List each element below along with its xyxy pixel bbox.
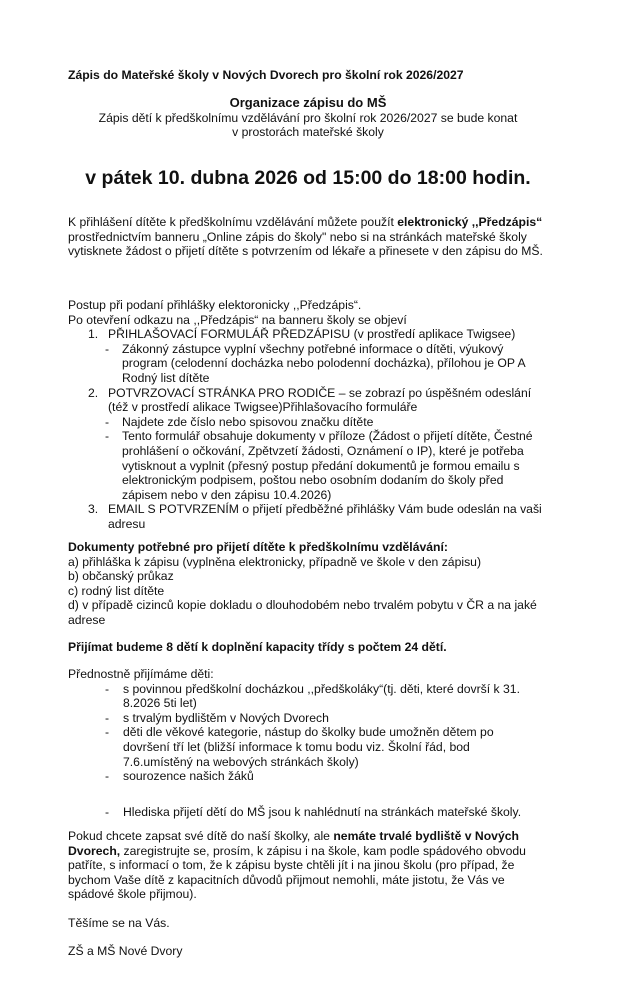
spacer xyxy=(68,784,548,805)
priority-item xyxy=(68,725,548,769)
step-subitem xyxy=(68,429,548,502)
organization-line-2: v prostorách mateřské školy xyxy=(232,125,384,140)
list-marker: - xyxy=(105,725,110,740)
priority-heading: Přednostně přijímáme děti: xyxy=(68,667,214,681)
priority-item-text: děti dle věkové kategorie, nástup do školky bude umožněn dětem po dovršení tří let (bližší informace k tomu bodu viz. Školní řád, bod 7.6.umístěný na webových stránkách školy) xyxy=(123,725,494,769)
signature: ZŠ a MŠ Nové Dvory xyxy=(68,944,183,958)
step-subitem-text: Zákonný zástupce vyplní všechny potřebné informace o dítěti, výukový program (celodenní docházka nebo polodenní docházka), přílohou je OP A Rodný list dítěte xyxy=(122,341,525,385)
step-number: 3. xyxy=(88,502,99,517)
procedure-line-1: Postup při podaní přihlášky elektoronicky ,,Předzápis“. xyxy=(68,298,362,312)
greeting: Těšíme se na Vás. xyxy=(68,916,170,930)
document-item: a) přihláška k zápisu (vyplněna elektronicky, případně ve škole v den zápisu) xyxy=(68,554,482,569)
step-subitem-text: Tento formulář obsahuje dokumenty v příloze (Žádost o přijetí dítěte, Čestné prohlášení o očkování, Zpětvzetí žádosti, Oznámení o IP), které je potřeba vytisknout a vyplnit (přesný postup předání dokumentů je formou emailu s elektronickým podpisem, poštou nebo osobním dodaním do školy před zápisem nebo v den zápisu 10.4.2026) xyxy=(122,429,533,502)
document-item: d) v případě cizinců kopie dokladu o dlouhodobém nebo trvalém pobytu v ČR a na jaké adrese xyxy=(68,598,537,627)
priority-note-text: Hlediska přijetí dětí do MŠ jsou k nahlédnutí na stránkách mateřské školy. xyxy=(123,804,522,819)
step-text: POTVRZOVACÍ STRÁNKA PRO RODIČE – se zobrazí po úspěšném odeslání (též v prostředí alikace Twigsee)Přihlašovacího formuláře xyxy=(108,385,532,415)
step-text: EMAIL S POTVRZENÍM o přijetí předběžné přihlášky Vám bude odeslán na vaši adresu xyxy=(108,502,542,531)
document-item: c) rodný list dítěte xyxy=(68,583,165,598)
residence-bold: nemáte trvalé bydliště v Nových Dvorech, xyxy=(68,829,519,858)
step-number: 1. xyxy=(88,327,99,342)
procedure-line-2: Po otevření odkazu na ,,Předzápis“ na banneru školy se objeví xyxy=(68,312,407,327)
list-marker: - xyxy=(105,414,110,429)
intro-paragraph xyxy=(68,215,548,259)
intro-bold: elektronický ,,Předzápis“ xyxy=(397,215,543,229)
step-text: PŘIHLAŠOVACÍ FORMULÁŘ PŘEDZÁPISU (v prostředí aplikace Twigsee) xyxy=(108,327,516,342)
priority-item-text: s povinnou předškolní docházkou ,,předškoláky“(tj. děti, které dovrší k 31. 8.2026 5ti let) xyxy=(123,681,520,711)
step-subitem xyxy=(68,415,548,430)
document-item: b) občanský průkaz xyxy=(68,569,174,584)
document-title: Zápis do Mateřské školy v Nových Dvorech pro školní rok 2026/2027 xyxy=(68,68,464,82)
residence-text-2: zaregistrujte se, prosím, k zápisu i na škole, kam podle spádového obvodu patříte, s informací o tom, že k zápisu byste chtěli jít i na jinou školu (pro případ, že bychom Vaše dítě z kapacitních důvodů přijmout nemohli, máte jistotu, že Vás ve spádové škole přijmou). xyxy=(68,843,526,902)
enrollment-date: v pátek 10. dubna 2026 od 15:00 do 18:00 hodin. xyxy=(85,167,531,189)
list-marker: - xyxy=(105,429,110,444)
priority-item-text: s trvalým bydlištěm v Nových Dvorech xyxy=(123,710,329,725)
priority-note xyxy=(68,805,548,820)
residence-text-1: Pokud chcete zapsat své dítě do naší školky, ale xyxy=(68,829,334,843)
priority-item xyxy=(68,769,548,784)
step-item xyxy=(68,502,548,531)
priority-item-text: sourozence našich žáků xyxy=(123,769,254,784)
procedure-section xyxy=(68,298,548,532)
step-item xyxy=(68,386,548,415)
organization-line-1: Zápis dětí k předškolnímu vzdělávání pro školní rok 2026/2027 se bude konat xyxy=(98,110,518,125)
priority-item xyxy=(68,711,548,726)
step-item xyxy=(68,327,548,342)
intro-text-2: prostřednictvím banneru „Online zápis do školy" nebo si na stránkách mateřské školy vytisknete žádost o přijetí dítěte s potvrzením od lékaře a přinesete v den zápisu do MŠ. xyxy=(68,229,543,259)
priority-section xyxy=(68,667,548,819)
organization-heading: Organizace zápisu do MŠ xyxy=(229,95,387,110)
list-marker: - xyxy=(105,681,110,696)
documents-heading: Dokumenty potřebné pro přijetí dítěte k předškolnímu vzdělávání: xyxy=(68,540,448,554)
list-marker: - xyxy=(105,804,110,819)
step-subitem xyxy=(68,342,548,386)
documents-section xyxy=(68,540,548,628)
step-number: 2. xyxy=(88,385,99,400)
capacity-note: Přijímat budeme 8 dětí k doplnění kapacity třídy s počtem 24 dětí. xyxy=(68,640,447,654)
list-marker: - xyxy=(105,769,110,784)
step-subitem-text: Najdete zde číslo nebo spisovou značku dítěte xyxy=(122,414,374,429)
residence-paragraph xyxy=(68,829,548,902)
list-marker: - xyxy=(105,341,110,356)
list-marker: - xyxy=(105,710,110,725)
intro-text-1: K přihlášení dítěte k předškolnímu vzdělávání můžete použít xyxy=(68,215,398,229)
organization-section xyxy=(68,96,548,140)
priority-item xyxy=(68,682,548,711)
